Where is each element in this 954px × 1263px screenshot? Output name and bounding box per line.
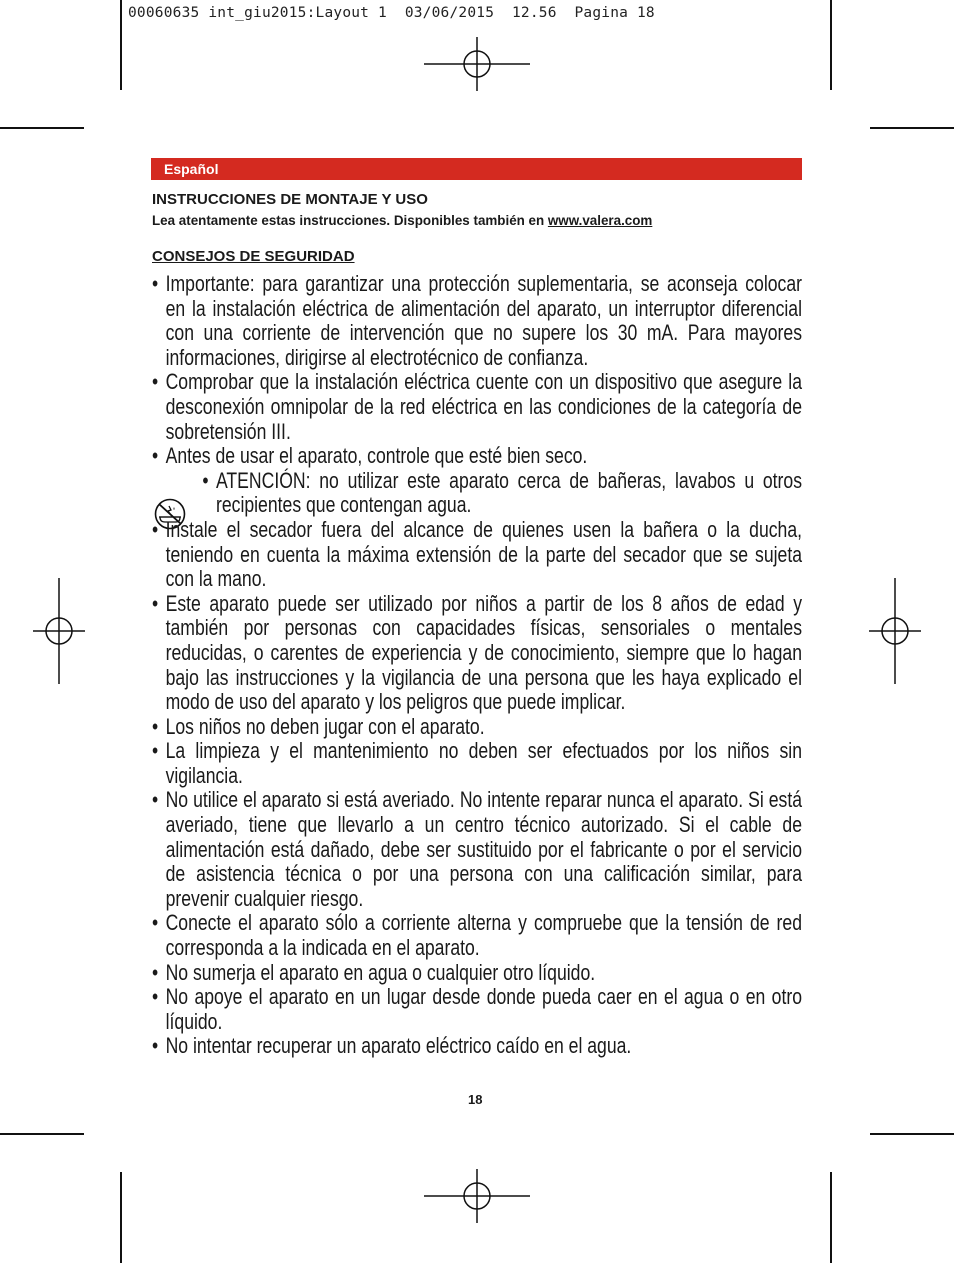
item-text: No sumerja el aparato en agua o cualquier otro líquido. [165,959,596,985]
item-text: ATENCIÓN: no utilizar este aparato cerca de bañeras, lavabos u otros recipientes que contengan agua. [216,467,802,518]
crop-mark-bottom-left-h [0,1133,84,1135]
list-item [152,961,802,986]
safety-heading: CONSEJOS DE SEGURIDAD [152,248,355,265]
crop-mark-bottom-right-v [830,1172,832,1263]
subtitle [152,213,652,228]
crop-mark-top-left-h [0,127,84,129]
list-item [152,444,802,469]
crop-mark-top-left-v [120,0,122,90]
list-item [152,788,802,911]
bullet: • [152,271,159,296]
registration-mark-right [869,578,921,684]
item-text: Comprobar que la instalación eléctrica cuente con un dispositivo que asegure la desconexión omnipolar de la red eléctrica en las condiciones de la categoría de sobretensión III. [165,369,803,444]
print-slug: 00060635 int_giu2015:Layout 1 03/06/2015 12.56 Pagina 18 [128,5,655,21]
bullet: • [152,959,159,985]
page-title: INSTRUCCIONES DE MONTAJE Y USO [152,191,428,208]
list-item [152,715,802,740]
bullet: • [152,443,159,469]
bullet: • [152,369,159,395]
item-text: No utilice el aparato si está averiado. No intente reparar nunca el aparato. Si está averiado, tiene que llevarlo a un centro técnico autorizado. Si el cable de alimentación está dañado, debe ser sustituido por el fabricante o por el servicio de asistencia técnica o por una persona con una calificación similar, para prevenir cualquier riesgo. [165,787,803,911]
item-text: Antes de usar el aparato, controle que esté bien seco. [165,443,588,469]
warning-item [152,469,802,518]
language-bar [151,158,802,180]
language-label: Español [164,161,219,177]
bullet: • [202,467,209,493]
list-item [152,1034,802,1059]
bullet: • [152,787,159,813]
list-item [152,592,802,715]
bullet: • [152,910,159,936]
registration-mark-top [424,37,530,91]
page-number: 18 [468,1092,483,1107]
item-text: Instale el secador fuera del alcance de quienes usen la bañera o la ducha, teniendo en cuenta la máxima extensión de la parte del secador que se sujeta con la mano. [165,516,803,592]
list-item [152,272,802,370]
item-text: Los niños no deben jugar con el aparato. [165,713,485,739]
crop-mark-bottom-left-v [120,1172,122,1263]
item-text: Este aparato puede ser utilizado por niños a partir de los 8 años de edad y también por personas con capacidades físicas, sensoriales o mentales reducidas, o carentes de experiencia y de conocimiento, siempre que lo hagan bajo las instrucciones y la vigilancia de una persona que les haya explicado el modo de uso del aparato y los peligros que puede implicar. [165,590,803,715]
crop-mark-bottom-right-h [870,1133,954,1135]
bullet: • [152,590,159,616]
item-text: La limpieza y el mantenimiento no deben ser efectuados por los niños sin vigilancia. [165,738,803,788]
list-item [152,370,802,444]
list-item [152,985,802,1034]
item-text: Importante: para garantizar una protección suplementaria, se aconseja colocar en la instalación eléctrica de alimentación del aparato, un interruptor diferencial con una corriente de intervención que no supere los 30 mA. Para mayores informaciones, dirigirse al electrotécnico de confianza. [165,271,803,370]
registration-mark-left [33,578,85,684]
registration-mark-bottom [424,1169,530,1223]
subtitle-text: Lea atentamente estas instrucciones. Disponibles también en [152,213,548,228]
crop-mark-top-right-v [830,0,832,90]
list-item [152,518,802,592]
bullet: • [152,516,159,542]
item-text: Conecte el aparato sólo a corriente alterna y compruebe que la tensión de red corresponda a la indicada en el aparato. [165,910,803,961]
item-text: No apoye el aparato en un lugar desde donde pueda caer en el agua o en otro líquido. [165,984,803,1034]
bullet: • [152,984,159,1010]
item-text: No intentar recuperar un aparato eléctrico caído en el agua. [165,1033,632,1059]
safety-list [152,272,802,1059]
bullet: • [152,1033,159,1059]
list-item [152,911,802,960]
website-link[interactable]: www.valera.com [547,213,653,228]
bullet: • [152,738,159,764]
crop-mark-top-right-h [870,127,954,129]
list-item [152,739,802,788]
bullet: • [152,713,159,739]
